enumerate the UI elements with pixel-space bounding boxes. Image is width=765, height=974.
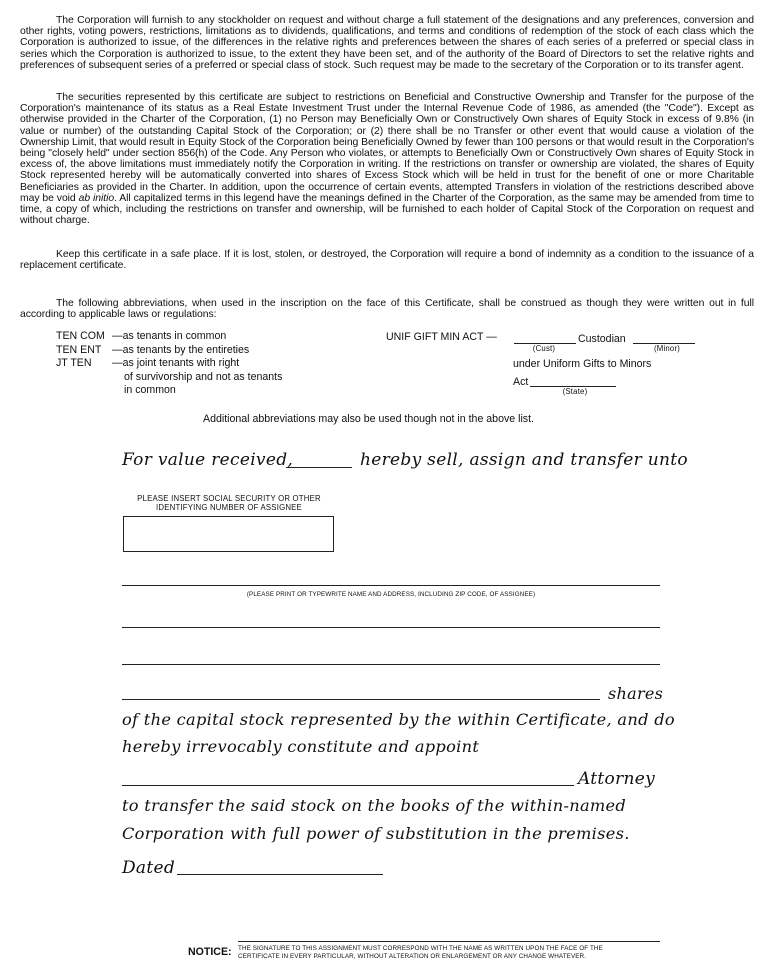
restrictions-text-a: The securities represented by this certificate are subject to restrictions on Beneficial and Constructive Ownership and Transfer for the purpose of the Corporation's maintenance of its status as a Real Estate Investment Trust under the Internal Revenue Code of 1986, as amended (the "Code"). Except as otherwise provided in the Charter of the Corporation, (1) no Person may Beneficially Own or Constructively Own shares of Equity Stock in excess of 9.8% (in value or number) of the outstanding Capital Stock of the Corporation; or (2) there shall be no Transfer or other event that would cause a violation of the Ownership Limit, that would result in Equity Stock of the Corporation being Beneficially Owned by fewer than 100 persons or that would result in the Corporation's being "closely held" under section 856(h) of the Code. Any Person who violates, or attempts to Beneficially Own or Constructively Own shares of Equity Stock in excess of, the above limitations must immediately notify the Corporation in writing. If the restrictions on transfer or ownership are violated, the shares of Equity Stock represented hereby will be automatically converted into shares of Excess Stock which will be held in trust for the benefit of one or more Charitable Beneficiaries as provided in the Charter. In addition, upon the occurrence of certain events, attempted Transfers in violation of the restrictions described above may be void [20, 92, 754, 204]
shares-count-line[interactable] [122, 699, 600, 700]
additional-abbreviations-note: Additional abbreviations may also be used though not in the above list. [203, 413, 534, 425]
paragraph-ownership-restrictions [20, 92, 754, 226]
state-caption: (State) [562, 387, 588, 396]
act-label: Act [513, 376, 529, 388]
ab-initio-text: ab initio [78, 192, 115, 204]
ssn-label-line-1: PLEASE INSERT SOCIAL SECURITY OR OTHER [137, 494, 321, 503]
cust-caption: (Cust) [532, 344, 556, 353]
value-received-line[interactable] [286, 467, 352, 468]
abbr-ten-com-value: —as tenants in common [112, 330, 227, 342]
hereby-sell-text: hereby sell, assign and transfer unto [360, 450, 688, 470]
restrictions-text-b: . All capitalized terms in this legend have the meanings defined in the Charter of the Corporation, as the same may be amended from time to time, a copy of which, including the restrictions on transfer and ownership, will be furnished to each holder of Capital Stock of the Corporation on request and without charge. [20, 192, 755, 227]
hereby-appoint-text: hereby irrevocably constitute and appoint [122, 737, 480, 756]
notice-label: NOTICE: [188, 946, 232, 958]
transfer-books-text: to transfer the said stock on the books of the within-named [122, 796, 627, 815]
attorney-name-line[interactable] [122, 785, 574, 786]
unif-gift-min-act-label: UNIF GIFT MIN ACT — [386, 331, 497, 343]
shares-text: shares [608, 684, 664, 703]
assignee-address-line-1[interactable] [122, 627, 660, 628]
notice-text-line-1: THE SIGNATURE TO THIS ASSIGNMENT MUST CORRESPOND WITH THE NAME AS WRITTEN UPON THE FACE OF THE [238, 945, 603, 952]
abbr-jt-ten-value-3: in common [124, 384, 176, 396]
paragraph-abbreviations-intro: The following abbreviations, when used in the inscription on the face of this Certificate, shall be construed as though they were written out in full according to applicable laws or regulations: [20, 298, 754, 321]
corporation-substitution-text: Corporation with full power of substitution in the premises. [122, 824, 630, 843]
dated-line[interactable] [177, 874, 383, 875]
abbr-ten-ent-key: TEN ENT [56, 344, 102, 356]
paragraph-statement-of-rights: The Corporation will furnish to any stockholder on request and without charge a full statement of the designations and any preferences, conversion and other rights, voting powers, restrictions, limitations as to dividends, qualifications, and terms and conditions of redemption of the stock of each class which the Corporation is authorized to issue, of the differences in the relative rights and preferences between the shares of each series of a preferred or special class in series which the Corporation is authorized to issue, to the extent they have been set, and of the authority of the Board of Directors to set the relative rights and preferences of subsequent series of a preferred or special class of stock. Such request may be made to the secretary of the Corporation or to its transfer agent. [20, 15, 754, 71]
assignee-address-line-2[interactable] [122, 664, 660, 665]
abbr-jt-ten-value-1: —as joint tenants with right [112, 357, 240, 369]
value-received-text: For value received, [122, 450, 294, 470]
assignee-name-line[interactable] [122, 585, 660, 586]
abbr-ten-ent-value: —as tenants by the entireties [112, 344, 250, 356]
print-name-caption: (PLEASE PRINT OR TYPEWRITE NAME AND ADDRESS, INCLUDING ZIP CODE, OF ASSIGNEE) [246, 591, 536, 598]
attorney-text: Attorney [578, 769, 656, 789]
capital-stock-text: of the capital stock represented by the within Certificate, and do [122, 710, 675, 729]
dated-label: Dated [122, 858, 176, 878]
abbr-ten-com-key: TEN COM [56, 330, 105, 342]
ssn-input-box[interactable] [123, 516, 334, 552]
abbr-jt-ten-key: JT TEN [56, 357, 92, 369]
abbr-jt-ten-value-2: of survivorship and not as tenants [124, 371, 283, 383]
under-uniform-gifts-label: under Uniform Gifts to Minors [513, 358, 652, 370]
paragraph-safe-keeping: Keep this certificate in a safe place. If it is lost, stolen, or destroyed, the Corporation will require a bond of indemnity as a condition to the issuance of a replacement certificate. [20, 249, 754, 272]
ssn-label-line-2: IDENTIFYING NUMBER OF ASSIGNEE [156, 503, 302, 512]
custodian-label: Custodian [578, 333, 626, 345]
minor-caption: (Minor) [653, 344, 681, 353]
notice-text-line-2: CERTIFICATE IN EVERY PARTICULAR, WITHOUT ALTERATION OR ENLARGEMENT OR ANY CHANGE WHATEVER. [238, 953, 587, 960]
signature-line[interactable] [238, 941, 660, 942]
